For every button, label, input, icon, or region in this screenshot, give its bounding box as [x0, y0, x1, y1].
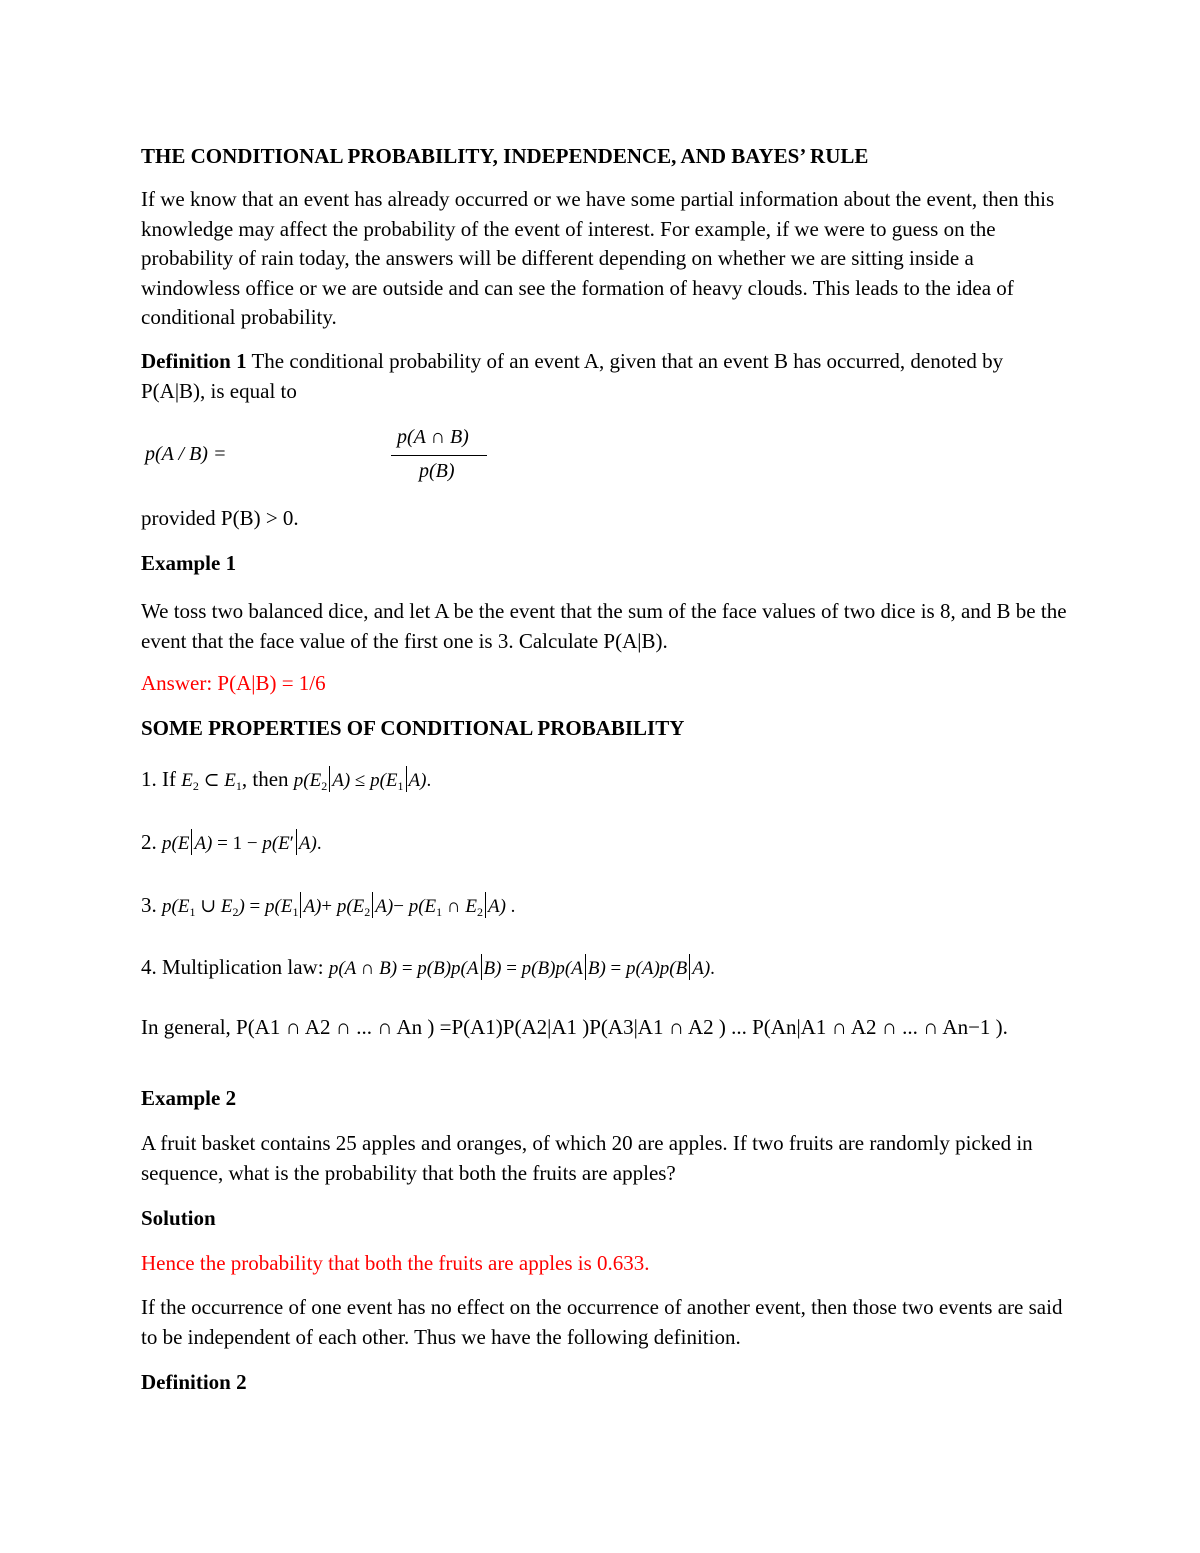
property-1 [141, 765, 1071, 802]
definition-1 [141, 347, 1071, 406]
general-multiplication-rule: In general, P(A1 ∩ A2 ∩ ... ∩ An ) =P(A1)P(A2|A1 )P(A3|A1 ∩ A2 ) ... P(An|A1 ∩ A2 ∩ ... ∩ An−1 ). [141, 1015, 1008, 1039]
property-1-number: 1. [141, 767, 157, 791]
example-2-text: A fruit basket contains 25 apples and oranges, of which 20 are apples. If two fruits are randomly picked in sequence, what is the probability that both the fruits are apples? [141, 1131, 1033, 1185]
property-1-if: If [162, 767, 176, 791]
property-4 [141, 953, 1071, 984]
example-2-label: Example 2 [141, 1086, 237, 1110]
property-1-then: , then [241, 767, 289, 791]
formula-lhs: p(A / B) = [145, 443, 227, 465]
fraction-bar [391, 455, 487, 456]
independence-intro: If the occurrence of one event has no effect on the occurrence of another event, then those two events are said to be independent of each other. Thus we have the following definition. [141, 1295, 1063, 1349]
property-3-formula: $p(E_1$ ∪ $E_2) = p(E_1$ $A)+ p(E_2$ $A)- p(E_1$ ∩ $E_2$ A) . [162, 896, 515, 917]
definition-1-text: The conditional probability of an event A, given that an event B has occurred, denoted by P(A|B), is equal to [141, 349, 1004, 403]
definition-1-label: Definition 1 [141, 349, 247, 373]
solution-label: Solution [141, 1206, 216, 1230]
property-3 [141, 891, 1071, 928]
definition-2-label: Definition 2 [141, 1370, 247, 1394]
document-title: THE CONDITIONAL PROBABILITY, INDEPENDENCE, AND BAYES’ RULE [141, 144, 869, 168]
example-2-answer: Hence the probability that both the fruits are apples is 0.633. [141, 1251, 650, 1275]
intro-paragraph: If we know that an event has already occurred or we have some partial information about the event, then this knowledge may affect the probability of the event of interest. For example, if we were to guess on the probability of rain today, the answers will be different depending on whether we are sitting inside a windowless office or we are outside and can see the formation of heavy clouds. This leads to the idea of conditional probability. [141, 187, 1055, 329]
example-1-label: Example 1 [141, 551, 237, 575]
formula-numerator: p(A ∩ B) [397, 426, 469, 448]
formula-denominator: p(B) [419, 460, 455, 482]
conditional-probability-formula [145, 422, 505, 486]
property-4-number: 4. [141, 955, 157, 979]
property-1-condition: $E_2$ ⊂ $E_1$ [181, 770, 242, 793]
property-4-label: Multiplication law: [162, 955, 324, 979]
property-3-number: 3. [141, 893, 157, 917]
property-2-formula: p(E A) = 1 − p(E′ A). [162, 833, 322, 854]
property-2 [141, 828, 1071, 859]
property-4-formula: p(A ∩ B) = p(B)p(A B) = p(B)p(A B) = p(A)p(B A). [329, 958, 715, 979]
properties-heading: SOME PROPERTIES OF CONDITIONAL PROBABILITY [141, 716, 685, 740]
example-1-text: We toss two balanced dice, and let A be the event that the sum of the face values of two dice is 8, and B be the event that the face value of the first one is 3. Calculate P(A|B). [141, 599, 1067, 653]
property-2-number: 2. [141, 830, 157, 854]
example-1-answer: Answer: P(A|B) = 1/6 [141, 671, 326, 695]
provided-text: provided P(B) > 0. [141, 506, 299, 530]
property-1-formula: $p(E_2$ $A) \le p(E_1$ A). [294, 770, 431, 791]
